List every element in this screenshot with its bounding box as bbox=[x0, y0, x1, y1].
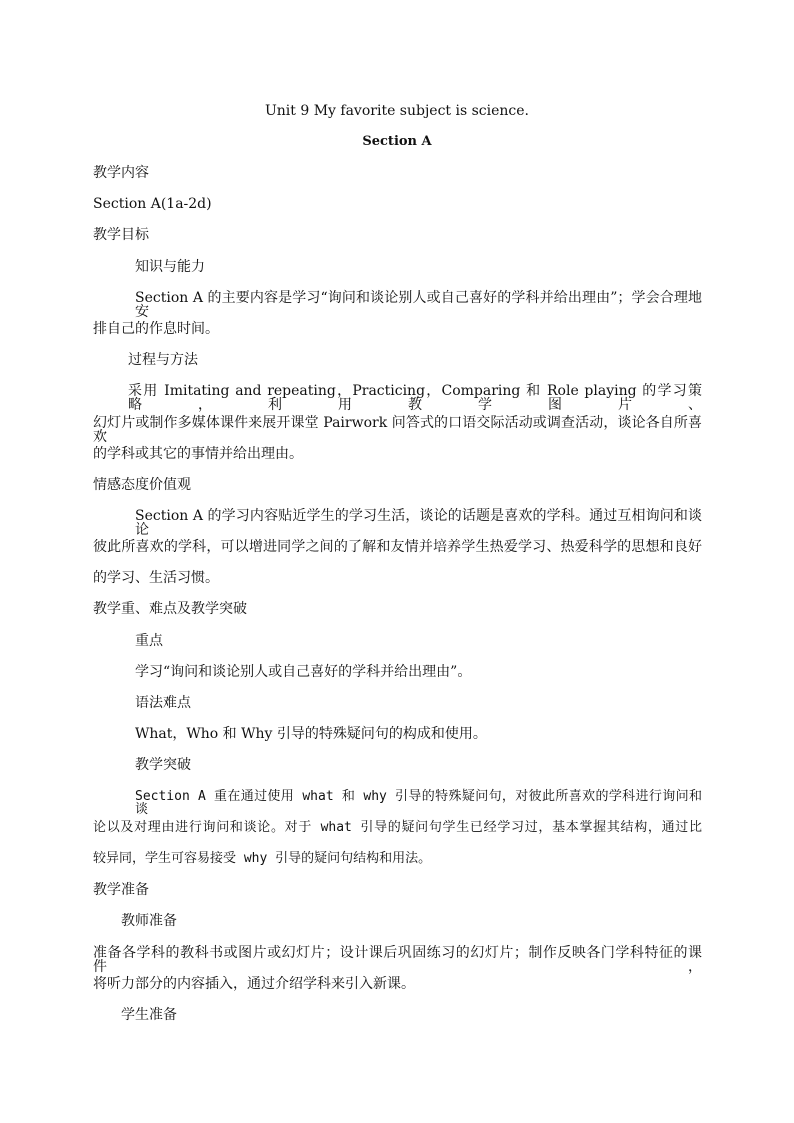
paragraph-line: 排自己的作息时间。 bbox=[93, 321, 219, 337]
section-heading: Section A bbox=[362, 134, 432, 149]
subheading-focus: 重点 bbox=[135, 633, 163, 649]
paragraph-line: 彼此所喜欢的学科，可以增进同学之间的了解和友情并培养学生热爱学习、热爱科学的思想和良好 bbox=[93, 539, 702, 555]
content-text: Section A(1a-2d) bbox=[93, 196, 212, 212]
paragraph-line: 论以及对理由进行询问和谈论。对于 what 引导的疑问句学生已经学习过，基本掌握其结构，通过比 bbox=[93, 820, 702, 835]
paragraph-line: Section A 重在通过使用 what 和 why 引导的特殊疑问句，对彼此所喜欢的学科进行询问和谈 bbox=[135, 789, 702, 817]
subheading-student: 学生准备 bbox=[121, 1007, 177, 1023]
paragraph-line: 的学科或其它的事情并给出理由。 bbox=[93, 446, 303, 462]
paragraph-line: 采用 Imitating and repeating，Practicing，Comparing 和 Role playing 的学习策略，利用教学图片、 bbox=[128, 383, 702, 413]
heading-preparation: 教学准备 bbox=[93, 882, 149, 898]
paragraph-line: 将听力部分的内容插入，通过介绍学科来引入新课。 bbox=[93, 976, 415, 992]
subheading-grammar: 语法难点 bbox=[135, 695, 191, 711]
paragraph-line: Section A 的主要内容是学习“询问和谈论别人或自己喜好的学科并给出理由”；学会合理地安 bbox=[135, 290, 702, 320]
paragraph-line: 的学习、生活习惯。 bbox=[93, 570, 219, 586]
subheading-breakthrough: 教学突破 bbox=[135, 757, 191, 773]
heading-key-points: 教学重、难点及教学突破 bbox=[93, 601, 247, 617]
document-title: Unit 9 My favorite subject is science. bbox=[264, 103, 530, 119]
heading-teaching-content: 教学内容 bbox=[93, 165, 149, 181]
subheading-knowledge: 知识与能力 bbox=[135, 259, 205, 275]
subheading-teacher: 教师准备 bbox=[121, 913, 177, 929]
paragraph-line: 准备各学科的教科书或图片或幻灯片；设计课后巩固练习的幻灯片；制作反映各门学科特征的课件， bbox=[93, 945, 702, 975]
paragraph-line: 幻灯片或制作多媒体课件来展开课堂 Pairwork 问答式的口语交际活动或调查活动，谈论各自所喜欢 bbox=[93, 415, 702, 445]
heading-teaching-goals: 教学目标 bbox=[93, 227, 149, 243]
subheading-process: 过程与方法 bbox=[128, 352, 198, 368]
paragraph-line: Section A 的学习内容贴近学生的学习生活，谈论的话题是喜欢的学科。通过互相询问和谈论 bbox=[135, 508, 702, 538]
grammar-text: What，Who 和 Why 引导的特殊疑问句的构成和使用。 bbox=[135, 726, 487, 742]
paragraph-line: 较异同，学生可容易接受 why 引导的疑问句结构和用法。 bbox=[93, 851, 432, 866]
heading-emotion: 情感态度价值观 bbox=[93, 477, 191, 493]
focus-text: 学习“询问和谈论别人或自己喜好的学科并给出理由”。 bbox=[135, 664, 472, 680]
